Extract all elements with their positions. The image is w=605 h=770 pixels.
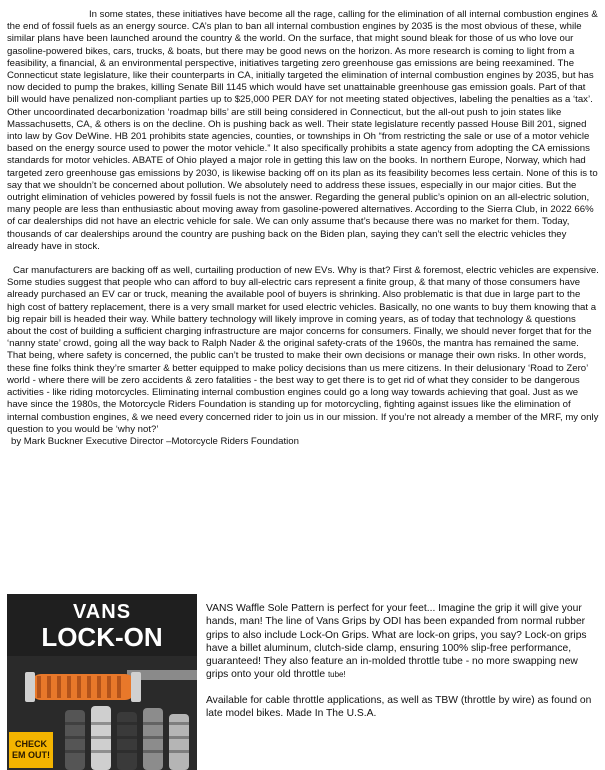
ad-paragraph-1	[206, 602, 598, 682]
article-paragraph-1: In some states, these initiatives have become all the rage, calling for the elimination of all internal combustion engines & the end of fossil fuels as an energy source. CA’s plan to ban all internal combustion engines by 2035 is the most obvious of these, while similar plans have been launched around the country & the world. On the surface, that might sound bleak for those of us who love our gasoline-powered bikes, cars, trucks, & boats, but there may be good news on the horizon. As more research is coming to light from a feasibility, a financial, & an environmental perspective, initiatives targeting zero greenhouse gas emissions are being reexamined. The Connecticut state legislature, like their counterparts in CA, initially targeted the elimination of internal combustion engines by 2035, but has now decided to pump the brakes, killing Senate Bill 1145 which would have set unattainable greenhouse gas emission goals. Part of that bill would have penalized non-compliant parties up to $25,000 PER DAY for not meeting stated objectives, labeling the penalties as a ‘tax’. Other uncoordinated decarbonization ‘roadmap bills’ are still being considered in Connecticut, but the all-out push to join states like Massachusetts, CA, & others is on the decline. Oh is pushing back as well. Their state legislature recently passed House Bill 201, signed into law by Gov DeWine. HB 201 prohibits state agencies, counties, or townships in Oh “from restricting the sale or use of a motor vehicle based on the energy source used to power the motor vehicle.” It also specifically prohibits a state agency from adopting the CA emissions standards for motor vehicles. ABATE of Ohio played a major role in getting this law on the books. In northern Europe, Norway, which had targeted zero greenhouse gas emissions by 2030, is likewise backing off on its plan as its feasibility becomes less certain. None of this is to say that we shouldn’t be concerned about pollution. We absolutely need to address these issues, especially in our major cities. But the outright elimination of vehicles powered by fossil fuels is not the answer. Regarding the general public’s opinion on an all-electric solution, many people are less than enthusiastic about moving away from gasoline-powered alternatives. According to the Sierra Club, in 2022 66% of car dealerships did not have an electric vehicle for sale. We can only assume that’s because there was no market for them. Today, thousands of car dealerships around the country are pushing back on the Biden plan, saying they can’t sell the electric vehicles they already have in stock.	[7, 9, 598, 252]
standing-grips-icon	[65, 706, 189, 770]
ad-paragraph-1-tail: tube!	[327, 670, 346, 680]
ad-paragraph-1-main: VANS Waffle Sole Pattern is perfect for your feet... Imagine the grip it will give your hands, man! The line of Vans Grips by ODI has been expanded from normal rubber grips to also include Lock-On Grips. What are lock-on grips, you say? Lock-on grips have a billet aluminum, clutch-side clamp, ensuring 100% slip-free performance, guaranteed! They also feature an in-molded throttle tube - no more swapping new grips onto your old throttle	[206, 603, 587, 681]
article-body	[7, 9, 599, 448]
cta-line-2: EM OUT!	[12, 750, 50, 760]
check-em-out-badge	[9, 732, 53, 768]
vans-grips-ad-image	[7, 594, 197, 770]
orange-grip-icon	[25, 672, 141, 702]
article-byline: by Mark Buckner Executive Director –Motorcycle Riders Foundation	[11, 435, 299, 447]
ad-product-title: LOCK-ON	[41, 622, 163, 652]
ad-brand-logo: VANS	[72, 601, 132, 623]
ad-description	[206, 602, 598, 720]
ad-paragraph-2: Available for cable throttle applications, as well as TBW (throttle by wire) as found on late model bikes. Made In The U.S.A.	[206, 694, 592, 720]
cta-line-1: CHECK	[14, 739, 47, 749]
article-paragraph-2: Car manufacturers are backing off as well, curtailing production of new EVs. Why is that? First & foremost, electric vehicles are expensive. Some studies suggest that people who can afford to buy all-electric cars represent a finite group, & that many of those consumers have already purchased an EV car or truck, meaning the available pool of buyers is shrinking. Also problematic is that due in large part to the high cost of battery replacement, there is a very small market for used electric vehicles. Basically, no one wants to buy them knowing that a big repair bill is headed their way. While battery technology will likely improve in coming years, as of today that technology & questions about the cost of building a sufficient charging infrastructure are major concerns for consumers. Finally, we should never forget that for the ‘nanny state’ crowd, going all the way back to Ralph Nader & the original safety-crats of the 1960s, the mantra has remained the same. That being, where safety is concerned, the public can’t be trusted to make their own decisions or manage their own risks. In other words, these fine folks think they’re smarter & better equipped to make policy decisions than us mere citizens. In their delusionary ‘Road to Zero’ world - where there will be zero accidents & zero fatalities - the best way to get there is to get rid of what they consider to be dangerous activities - like riding motorcycles. Eliminating internal combustion engines could go a long way towards achieving that goal. Just as we have since the 1980s, the Motorcycle Riders Foundation is standing up for motorcycling, fighting against issues like the elimination of internal combustion engines, & we need every concerned rider to join us in our mission. If you’re not already a member of the MRF, my only question to you would be ‘why not?’	[7, 265, 599, 435]
